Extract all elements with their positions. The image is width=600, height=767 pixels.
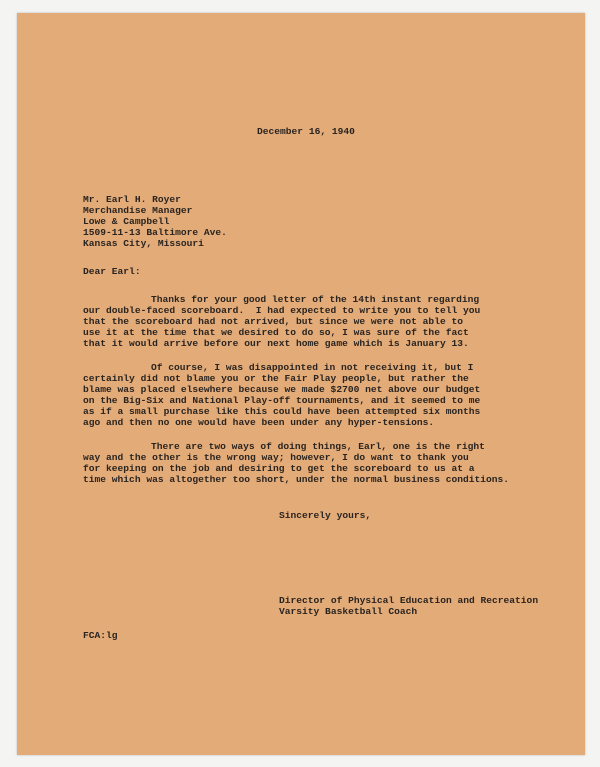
- letter-page: [17, 13, 585, 755]
- paragraph3-line: There are two ways of doing things, Earl, one is the right: [151, 441, 485, 452]
- recipient-company: Lowe & Campbell: [83, 216, 170, 227]
- paragraph1-line: use it at the time that we desired to do so, I was sure of the fact: [83, 327, 469, 338]
- recipient-city: Kansas City, Missouri: [83, 238, 204, 249]
- closing: Sincerely yours,: [279, 510, 372, 521]
- typist-initials: FCA:lg: [83, 630, 118, 641]
- paragraph1-line: that the scoreboard had not arrived, but since we were not able to: [83, 316, 463, 327]
- letter-date: December 16, 1940: [257, 126, 355, 137]
- paragraph2-line: ago and then no one would have been under any hyper-tensions.: [83, 417, 435, 428]
- signature-title-1: Director of Physical Education and Recreation: [279, 595, 539, 606]
- signature-title-2: Varsity Basketball Coach: [279, 606, 418, 617]
- paragraph2-line: Of course, I was disappointed in not receiving it, but I: [151, 362, 474, 373]
- recipient-street: 1509-11-13 Baltimore Ave.: [83, 227, 227, 238]
- recipient-title: Merchandise Manager: [83, 205, 193, 216]
- paragraph2-line: certainly did not blame you or the Fair Play people, but rather the: [83, 373, 469, 384]
- paragraph2-line: blame was placed elsewhere because we made $2700 net above our budget: [83, 384, 481, 395]
- recipient-name: Mr. Earl H. Royer: [83, 194, 181, 205]
- salutation: Dear Earl:: [83, 266, 141, 277]
- paragraph3-line: for keeping on the job and desiring to get the scoreboard to us at a: [83, 463, 475, 474]
- paragraph1-line: that it would arrive before our next home game which is January 13.: [83, 338, 469, 349]
- paragraph2-line: on the Big-Six and National Play-off tournaments, and it seemed to me: [83, 395, 481, 406]
- paragraph2-line: as if a small purchase like this could have been attempted six months: [83, 406, 481, 417]
- paragraph3-line: way and the other is the wrong way; however, I do want to thank you: [83, 452, 469, 463]
- paragraph1-line: our double-faced scoreboard. I had expected to write you to tell you: [83, 305, 481, 316]
- paragraph1-line: Thanks for your good letter of the 14th instant regarding: [151, 294, 480, 305]
- paragraph3-line: time which was altogether too short, under the normal business conditions.: [83, 474, 510, 485]
